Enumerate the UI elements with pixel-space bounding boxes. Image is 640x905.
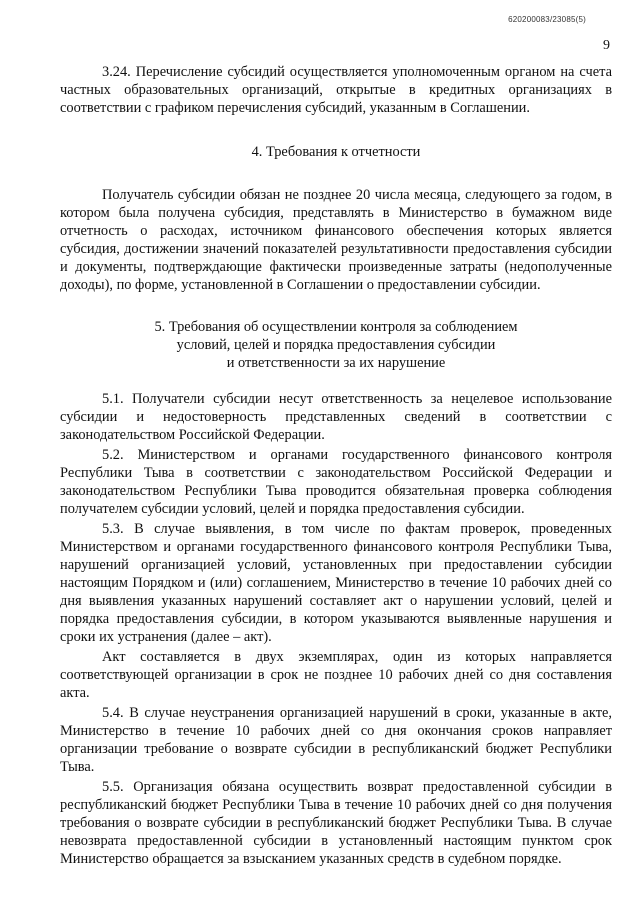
- section-5-heading-line: условий, целей и порядка предоставления субсидии: [176, 337, 496, 353]
- section-4-heading: 4. Требования к отчетности: [251, 144, 421, 160]
- paragraph-act: Акт составляется в двух экземплярах, один из которых направляется соответствующей организации в срок не позднее 10 рабочих дней со дня составления акта.: [60, 649, 612, 701]
- paragraph-5-4: 5.4. В случае неустранения организацией нарушений в сроки, указанные в акте, Министерство в течение 10 рабочих дней со дня окончания сроков направляет организации требование о возврате субсидии в республиканский бюджет Республики Тыва.: [60, 705, 612, 775]
- paragraph-reporting: Получатель субсидии обязан не позднее 20 числа месяца, следующего за годом, в котором была получена субсидия, представлять в Министерство в бумажном виде отчетность о расходах, источником финансового обеспечения которых является субсидия, достижении значений показателей результативности предоставления субсидии и документы, подтверждающие фактически произведенные затраты (недополученные доходы), по форме, установленной в Соглашении о предоставлении субсидии.: [60, 187, 612, 293]
- section-5-heading-line: и ответственности за их нарушение: [226, 355, 446, 371]
- document-body: [60, 63, 612, 868]
- paragraph-3-24: 3.24. Перечисление субсидий осуществляется уполномоченным органом на счета частных образовательных организаций, открытые в кредитных организациях в соответствии с графиком перечисления субсидий, указанным в Соглашении.: [60, 64, 612, 116]
- paragraph-5-1: 5.1. Получатели субсидии несут ответственность за нецелевое использование субсидии и недостоверность представленных сведений в соответствии с законодательством Российской Федерации.: [60, 391, 612, 443]
- section-5-heading: [60, 318, 612, 372]
- paragraph-5-3: 5.3. В случае выявления, в том числе по фактам проверок, проведенных Министерством и органами государственного финансового контроля Республики Тыва, нарушений организацией условий, установленных при предоставлении субсидии настоящим Порядком и (или) соглашением, Министерство в течение 10 рабочих дней со дня выявления указанных нарушений составляет акт о нарушении условий, целей и порядка предоставления субсидии, в котором указываются выявленные нарушения и сроки их устранения (далее – акт).: [60, 521, 612, 645]
- section-5-heading-line: 5. Требования об осуществлении контроля за соблюдением: [154, 319, 518, 335]
- paragraph-5-2: 5.2. Министерством и органами государственного финансового контроля Республики Тыва в соответствии с законодательством Российской Федерации и законодательством Республики Тыва проводится обязательная проверка соблюдения получателем субсидии условий, целей и порядка предоставления субсидии.: [60, 447, 612, 517]
- page-number: 9: [603, 38, 610, 53]
- document-code: 620200083/23085(5): [508, 15, 586, 24]
- paragraph-5-5: 5.5. Организация обязана осуществить возврат предоставленной субсидии в республиканский бюджет Республики Тыва в течение 10 рабочих дней со дня получения требования о возврате субсидии в республиканский бюджет Республики Тыва. В случае невозврата предоставленной субсидии в установленный настоящим пунктом срок Министерство обращается за взысканием указанных средств в судебном порядке.: [60, 779, 612, 867]
